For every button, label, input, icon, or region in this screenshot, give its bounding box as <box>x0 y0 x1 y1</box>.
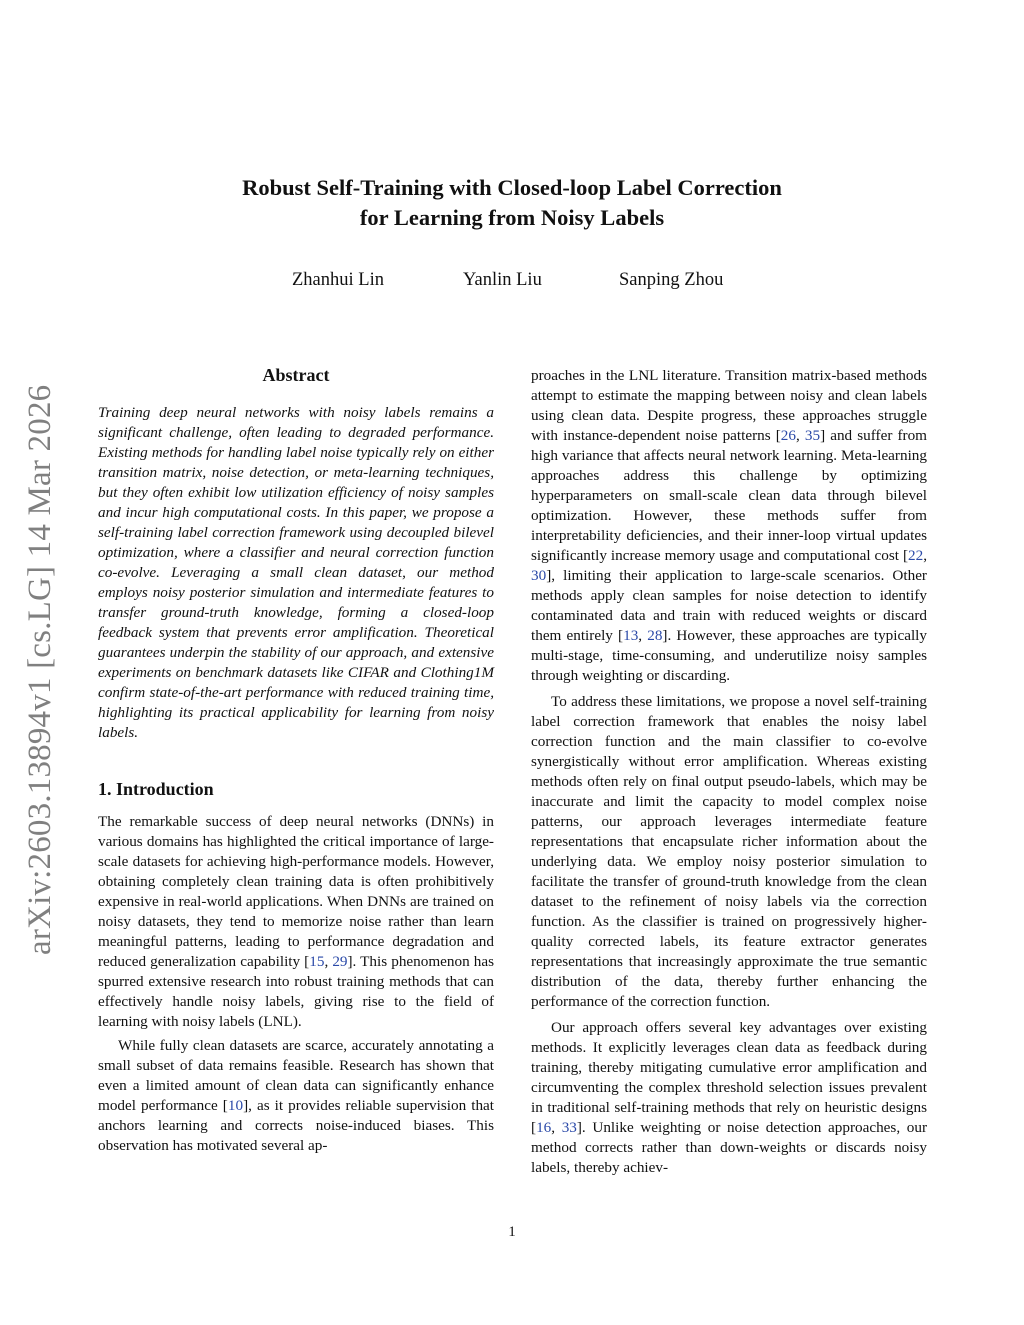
citation-link[interactable]: 35 <box>804 427 821 444</box>
citation-link[interactable]: 22 <box>908 547 924 564</box>
intro-paragraph-2-continued: proaches in the LNL literature. Transition matrix-based methods attempt to estimate the mapping between noisy and clean labels using clean data. Despite progress, these approaches struggle with instance-dependent noise patterns [26, 35] and suffer from high variance that affects neural network learning. Meta-learning approaches address this challenge by optimizing hyperparameters on small-scale clean data through bilevel optimization. However, these methods suffer from interpretability deficiencies, and their inner-loop virtual updates significantly increase memory usage and computational cost [22, 30], limiting their application to large-scale scenarios. Other methods apply clean samples for noise detection to identify contaminated data and train with reduced weights or discard them entirely [13, 28]. However, these approaches are typically multi-stage, time-consuming, and underutilize noisy samples through weighting or discarding. <box>531 367 927 684</box>
citation-link[interactable]: 28 <box>647 627 663 644</box>
citation-link[interactable]: 10 <box>227 1097 244 1114</box>
author-3: Sanping Zhou <box>619 270 724 290</box>
citation-link[interactable]: 29 <box>332 953 348 970</box>
right-column <box>531 366 927 1178</box>
section-heading-introduction: 1. Introduction <box>98 779 214 799</box>
abstract-text: Training deep neural networks with noisy labels remains a significant challenge, often leading to degraded performance. Existing methods for handling label noise typically rely on either transition matrix, noise detection, or meta-learning techniques, but they often exhibit low utilization efficiency of noisy samples and incur high computational costs. In this paper, we propose a self-training label correction framework using decoupled bilevel optimization, where a classifier and neural correction function co-evolve. Leveraging a small clean dataset, our method employs noisy posterior simulation and intermediate features to transfer ground-truth knowledge, forming a closed-loop feedback system that prevents error amplification. Theoretical guarantees underpin the stability of our approach, and extensive experiments on benchmark datasets like CIFAR and Clothing1M confirm state-of-the-art performance with reduced training time, highlighting its practical applicability for learning from noisy labels. <box>98 404 494 741</box>
page-number: 1 <box>508 1224 516 1240</box>
citation-link[interactable]: 13 <box>623 627 639 644</box>
author-1: Zhanhui Lin <box>292 270 384 290</box>
intro-paragraph-4: Our approach offers several key advantages over existing methods. It explicitly leverages clean data as feedback during training, thereby mitigating cumulative error amplification and circumventing the complex threshold selection issues prevalent in traditional self-training methods that rely on heuristic designs [16, 33]. Unlike weighting or noise detection approaches, our method corrects rather than down-weights or discards noisy labels, thereby achiev- <box>531 1019 927 1176</box>
intro-paragraph-3: To address these limitations, we propose a novel self-training label correction framework that enables the noisy label correction function and the main classifier to co-evolve synergistically without error amplification. Whereas existing methods often rely on final output pseudo-labels, which may be inaccurate and limit the capacity to model complex noise patterns, our approach leverages intermediate feature representations that encapsulate richer information about the underlying data. We employ noisy posterior simulation to facilitate the transfer of ground-truth knowledge from the clean dataset to the refinement of noisy labels via the correction function. As the classifier is trained on progressively higher-quality corrected labels, its feature extractor generates representations that increasingly approximate the true semantic distribution of the data, thereby further enhancing the performance of the correction function. <box>531 693 927 1010</box>
author-2: Yanlin Liu <box>463 270 542 290</box>
citation-link[interactable]: 30 <box>531 567 547 584</box>
arxiv-identifier: arXiv:2603.13894v1 [cs.LG] 14 Mar 2026 <box>22 384 58 955</box>
abstract-heading: Abstract <box>262 365 330 385</box>
citation-link[interactable]: 15 <box>309 953 325 970</box>
intro-paragraph-1: The remarkable success of deep neural networks (DNNs) in various domains has highlighted the critical importance of large-scale datasets for achieving high-performance models. However, obtaining completely clean training data is often prohibitively expensive in real-world applications. When DNNs are trained on noisy datasets, they tend to memorize noise rather than learn meaningful patterns, leading to performance degradation and reduced generalization capability [15, 29]. This phenomenon has spurred extensive research into robust training methods that can effectively handle noisy labels, giving rise to the field of learning with noisy labels (LNL). <box>98 813 494 1030</box>
citation-link[interactable]: 33 <box>561 1119 577 1136</box>
paper-title-line-2: for Learning from Noisy Labels <box>359 205 665 230</box>
citation-link[interactable]: 16 <box>536 1119 552 1136</box>
left-column <box>98 0 494 1156</box>
intro-paragraph-2: While fully clean datasets are scarce, accurately annotating a small subset of data remains feasible. Research has shown that even a limited amount of clean data can significantly enhance model performance [10], as it provides reliable supervision that anchors learning and corrects noise-induced biases. This observation has motivated several ap- <box>98 1037 494 1154</box>
paper-title-line-1: Robust Self-Training with Closed-loop Label Correction <box>242 175 782 200</box>
citation-link[interactable]: 26 <box>780 427 796 444</box>
